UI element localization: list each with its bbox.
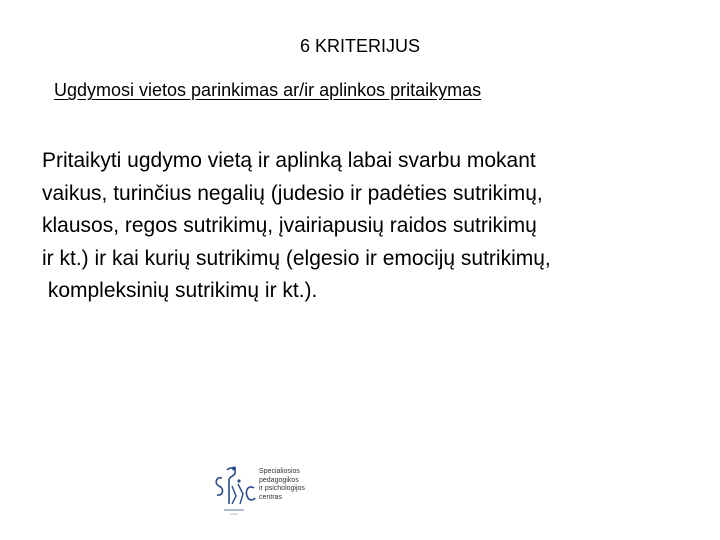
body-line: klausos, regos sutrikimų, įvairiapusių raidos sutrikimų xyxy=(42,214,537,237)
slide-subtitle: Ugdymosi vietos parinkimas ar/ir aplinkos pritaikymas xyxy=(54,80,482,100)
logo-text-line: centras xyxy=(259,493,282,501)
slide-title: 6 KRITERIJUS xyxy=(299,36,421,56)
logo-text-line: pedagogikos xyxy=(259,476,299,484)
body-line: ir kt.) ir kai kurių sutrikimų (elgesio ir emocijų sutrikimų, xyxy=(42,246,551,270)
logo-text-line: Specialiosios xyxy=(259,468,300,475)
logo-text-line: ir psichologijos xyxy=(259,485,305,492)
logo-text xyxy=(259,468,305,502)
organization-logo xyxy=(210,464,320,524)
body-line: kompleksinių sutrikimų ir kt.). xyxy=(42,279,318,302)
body-paragraph xyxy=(42,145,712,308)
sppc-logo-icon xyxy=(210,464,258,522)
body-line: vaikus, turinčius negalių (judesio ir padėties sutrikimų, xyxy=(42,181,543,205)
body-line: Pritaikyti ugdymo vietą ir aplinką labai svarbu mokant xyxy=(42,149,536,172)
